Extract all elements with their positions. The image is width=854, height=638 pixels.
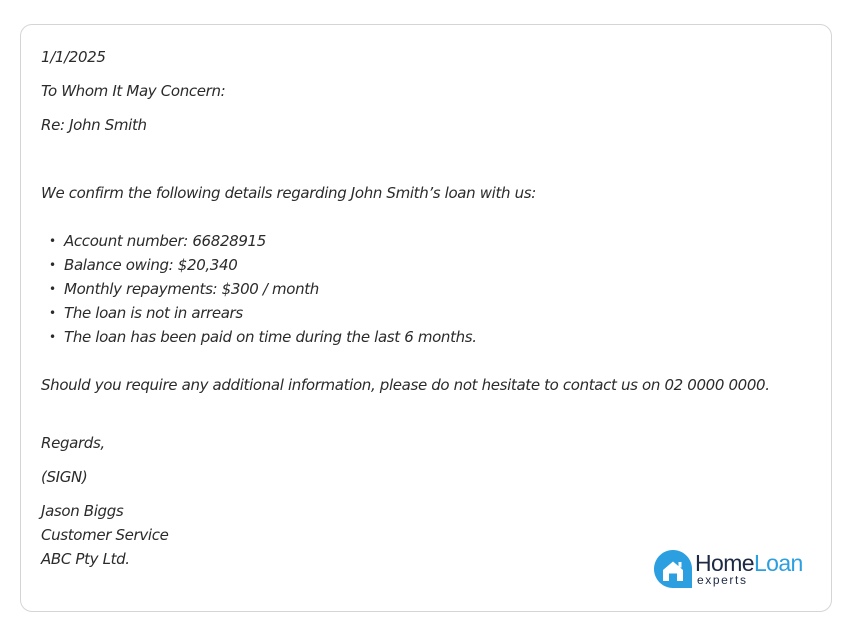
loan-details-list [41,229,477,349]
letter-closing: Regards, [41,434,105,452]
logo-word-home: Home [695,550,754,576]
logo-word-loan: Loan [753,550,803,576]
house-pin-icon [653,549,693,589]
letter-card [20,24,832,612]
list-item-payment-history: • The loan has been paid on time during the last 6 months. [41,325,477,349]
signer-company: ABC Pty Ltd. [41,550,130,568]
letter-contact-info: Should you require any additional information, please do not hesitate to contact us on 02 0000 0000. [41,376,770,394]
list-item-account-number: • Account number: 66828915 [41,229,477,253]
letter-date: 1/1/2025 [41,48,106,66]
letter-re-line: Re: John Smith [41,116,147,134]
letter-salutation: To Whom It May Concern: [41,82,226,100]
signer-title: Customer Service [41,526,169,544]
homeloan-experts-logo [653,549,813,589]
signer-name: Jason Biggs [41,502,124,520]
letter-signature: (SIGN) [41,468,88,486]
list-item-monthly-repayments: • Monthly repayments: $300 / month [41,277,477,301]
list-item-arrears-status: • The loan is not in arrears [41,301,477,325]
letter-intro: We confirm the following details regarding John Smith’s loan with us: [41,184,536,202]
list-item-balance-owing: • Balance owing: $20,340 [41,253,477,277]
logo-subtitle: experts [697,573,748,587]
